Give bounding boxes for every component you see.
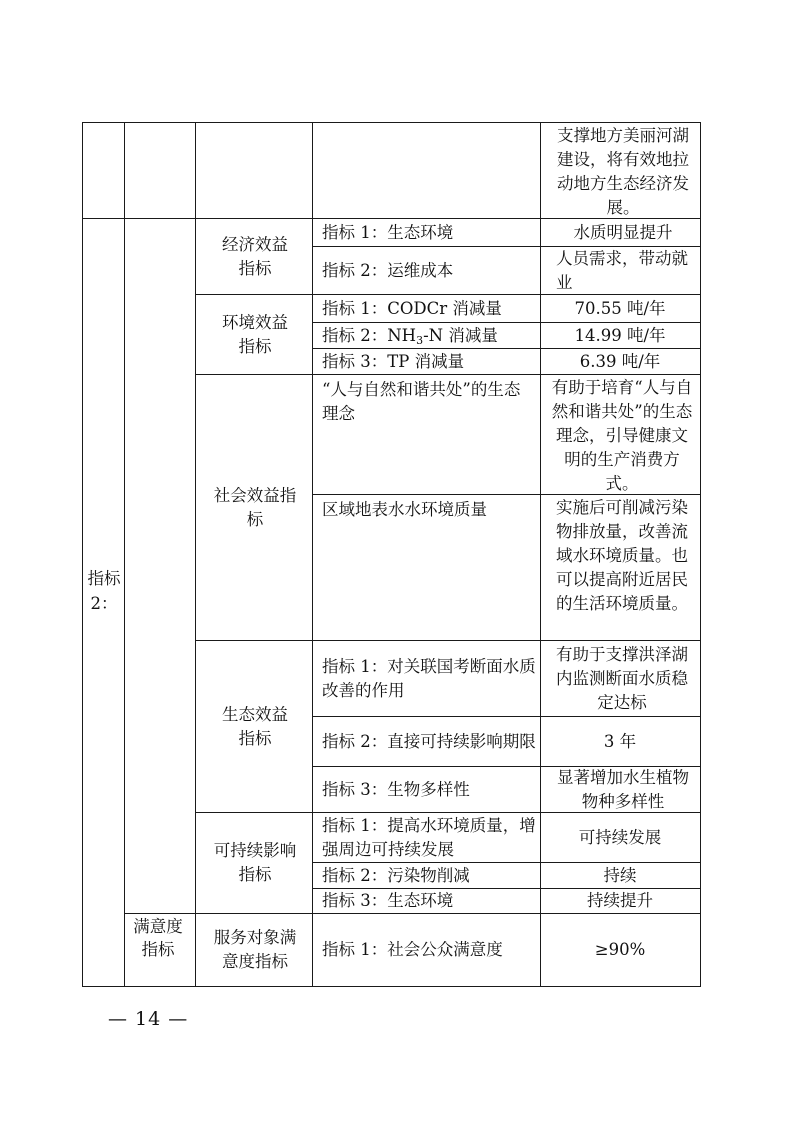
table-border-bottom bbox=[82, 986, 700, 987]
level1-label: 指标2： bbox=[87, 569, 121, 613]
value-cell: 70.55 吨/年 bbox=[574, 298, 666, 318]
value-cell: 实施后可削减污染物排放量，改善流域水环境质量。也可以提高附近居民的生活环境质量。 bbox=[556, 498, 688, 613]
table-border-left bbox=[82, 122, 83, 987]
indicator-cell: 指标 1：社会公众满意度 bbox=[322, 940, 503, 959]
column-divider bbox=[195, 122, 196, 987]
value-cell: 14.99 吨/年 bbox=[574, 325, 666, 345]
value-cell: 水质明显提升 bbox=[573, 222, 673, 242]
value-cell: 有助于支撑洪泽湖内监测断面水质稳定达标 bbox=[556, 644, 688, 712]
value-cell: 人员需求，带动就业 bbox=[556, 248, 688, 292]
group-name-economic: 经济效益指标 bbox=[222, 234, 288, 278]
indicator-cell: 指标 1：生态环境 bbox=[322, 222, 454, 242]
group-name-sustainable: 可持续影响指标 bbox=[213, 841, 297, 884]
column-divider bbox=[312, 122, 313, 987]
top-row-value: 支撑地方美丽河湖建设，将有效地拉动地方生态经济发展。 bbox=[557, 126, 689, 217]
indicator-cell: 指标 1：提高水环境质量，增强周边可持续发展 bbox=[322, 815, 536, 859]
indicator-cell: 指标 3：生物多样性 bbox=[322, 779, 470, 799]
indicator-cell: 区域地表水水环境质量 bbox=[322, 500, 487, 519]
satisfaction-label: 满意度指标 bbox=[133, 917, 183, 959]
value-cell: 持续提升 bbox=[587, 891, 653, 910]
group-name-social: 社会效益指标 bbox=[213, 485, 297, 529]
value-cell: 有助于培育“人与自然和谐共处”的生态理念，引导健康文明的生产消费方式。 bbox=[551, 378, 693, 493]
value-cell: ≥90% bbox=[594, 940, 646, 959]
indicator-cell: 指标 2：直接可持续影响期限 bbox=[322, 731, 536, 751]
value-cell: 持续 bbox=[603, 865, 637, 885]
indicator-cell: 指标 2：污染物削减 bbox=[322, 865, 470, 885]
indicator-cell: 指标 2：运维成本 bbox=[322, 260, 454, 280]
column-divider bbox=[124, 122, 125, 987]
indicator-cell: 指标 3：生态环境 bbox=[322, 891, 454, 910]
page-number: — 14 — bbox=[108, 1008, 189, 1030]
value-cell: 3 年 bbox=[603, 731, 637, 751]
table-border-right bbox=[700, 122, 701, 987]
group-name-satisfaction: 服务对象满意度指标 bbox=[213, 928, 297, 971]
group-name-environmental: 环境效益指标 bbox=[222, 312, 288, 356]
value-cell: 显著增加水生植物物种多样性 bbox=[557, 767, 689, 811]
value-cell: 可持续发展 bbox=[578, 827, 662, 847]
indicator-cell: 指标 1：CODCr 消减量 bbox=[322, 298, 502, 318]
value-cell: 6.39 吨/年 bbox=[579, 351, 661, 371]
indicator-cell: 指标 2：$NH_3-N$ 消减量 bbox=[322, 325, 498, 347]
indicator-cell: 指标 1：对关联国考断面水质改善的作用 bbox=[322, 656, 536, 700]
column-divider bbox=[540, 122, 541, 987]
group-name-ecological: 生态效益指标 bbox=[222, 704, 288, 748]
indicator-cell: 指标 3：TP 消减量 bbox=[322, 351, 465, 371]
indicator-cell: “人与自然和谐共处”的生态理念 bbox=[322, 380, 521, 423]
